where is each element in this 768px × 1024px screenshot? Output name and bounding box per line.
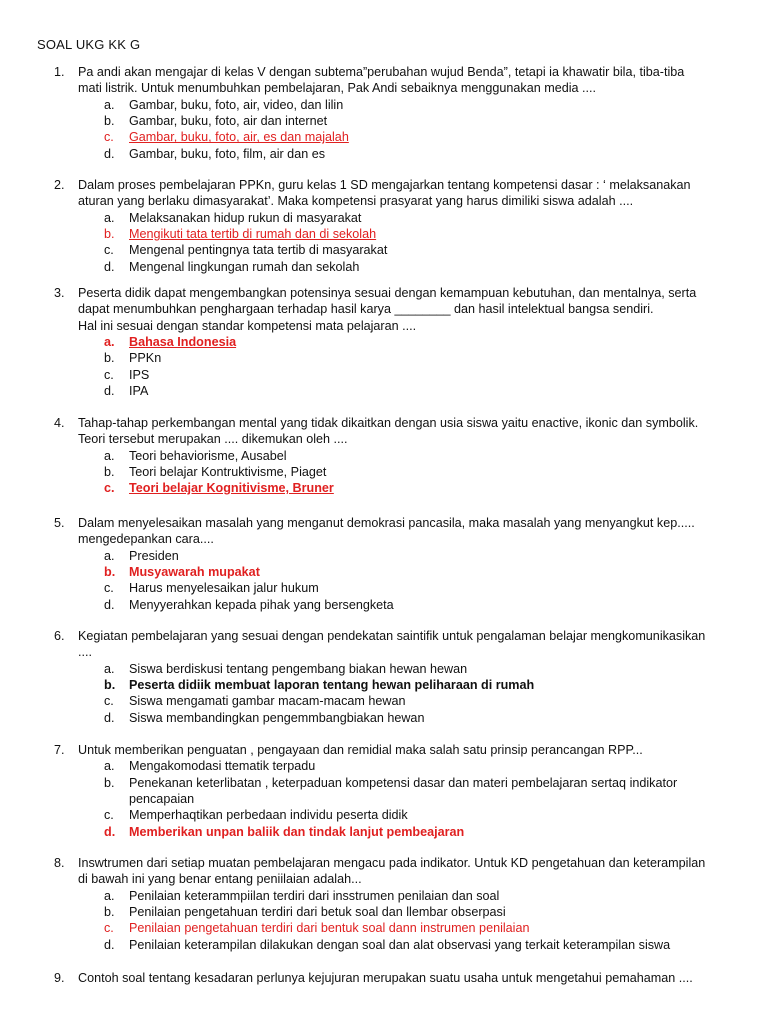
question-text-line: Contoh soal tentang kesadaran perlunya kejujuran merupakan suatu usaha untuk mengetahui pemahaman .... bbox=[78, 971, 693, 985]
answer-option bbox=[104, 920, 529, 936]
option-text: Penilaian pengetahuan terdiri dari betuk soal dan llembar obserpasi bbox=[129, 904, 506, 919]
question-text-line: Untuk memberikan penguatan , pengayaan dan remidial maka salah satu prinsip perancangan RPP... bbox=[78, 743, 643, 757]
option-text: Penilaian keterampilan dilakukan dengan soal dan alat observasi yang terkait keterampilan siswa bbox=[129, 937, 671, 952]
question-text-line: Tahap-tahap perkembangan mental yang tidak dikaitkan dengan usia siswa yaitu enactive, ikonic dan symbolik. bbox=[78, 416, 699, 430]
answer-option bbox=[104, 937, 670, 953]
answer-option bbox=[104, 113, 327, 129]
option-letter: b. bbox=[104, 351, 115, 366]
question-text-line: dapat menumbuhkan penghargaan terhadap hasil karya ________ dan hasil intelektual bangsa sendiri. bbox=[78, 302, 654, 317]
answer-option bbox=[104, 791, 194, 807]
option-letter: a. bbox=[104, 888, 115, 903]
option-text: Mengakomodasi ttematik terpadu bbox=[129, 759, 316, 774]
question-text-line: Inswtrumen dari setiap muatan pembelajaran mengacu pada indikator. Untuk KD pengetahuan dan keterampilan bbox=[78, 856, 706, 870]
question-text-line: aturan yang berlaku dimasyarakat’. Maka kompetensi prasyarat yang harus dimiliki siswa adalah .... bbox=[78, 194, 634, 209]
option-letter: c. bbox=[104, 921, 114, 936]
answer-option bbox=[104, 758, 315, 774]
option-letter: c. bbox=[104, 808, 114, 823]
option-text: Melaksanakan hidup rukun di masyarakat bbox=[129, 210, 362, 225]
option-text: Siswa membandingkan pengemmbangbiakan hewan bbox=[129, 710, 425, 725]
option-text: Penilaian pengetahuan terdiri dari bentuk soal dann instrumen penilaian bbox=[129, 921, 530, 936]
option-letter: b. bbox=[104, 775, 115, 790]
option-text: Gambar, buku, foto, air, video, dan lilin bbox=[129, 97, 344, 112]
question-number: 3. bbox=[54, 286, 65, 300]
answer-option bbox=[104, 334, 236, 350]
answer-option bbox=[104, 350, 161, 366]
option-text: Teori belajar Kontruktivisme, Piaget bbox=[129, 464, 327, 479]
option-text: Bahasa Indonesia bbox=[129, 334, 237, 349]
option-text: Mengenal pentingnya tata tertib di masyarakat bbox=[129, 243, 388, 258]
answer-option bbox=[104, 97, 343, 113]
option-text: Musyawarah mupakat bbox=[129, 564, 260, 579]
option-letter: d. bbox=[104, 710, 115, 725]
option-letter: b. bbox=[104, 226, 115, 241]
option-text: Siswa mengamati gambar macam-macam hewan bbox=[129, 694, 406, 709]
option-text: Teori behaviorisme, Ausabel bbox=[129, 448, 287, 463]
option-letter: a. bbox=[104, 661, 115, 676]
question-number: 7. bbox=[54, 743, 65, 757]
option-letter: c. bbox=[104, 481, 115, 496]
answer-option bbox=[104, 226, 376, 242]
option-text: pencapaian bbox=[129, 791, 195, 806]
answer-option bbox=[104, 129, 349, 145]
option-text: PPKn bbox=[129, 351, 162, 366]
answer-option bbox=[104, 367, 149, 383]
answer-option bbox=[104, 888, 499, 904]
question-text-line: Dalam menyelesaikan masalah yang menganut demokrasi pancasila, maka masalah yang menyangkut kep..... bbox=[78, 516, 695, 530]
option-text: Memperhaqtikan perbedaan individu peserta didik bbox=[129, 808, 408, 823]
answer-option bbox=[104, 661, 467, 677]
option-letter: c. bbox=[104, 130, 114, 145]
option-letter: b. bbox=[104, 464, 115, 479]
answer-option bbox=[104, 597, 394, 613]
option-text: Gambar, buku, foto, air dan internet bbox=[129, 113, 328, 128]
question-text-line: Hal ini sesuai dengan standar kompetensi mata pelajaran .... bbox=[78, 318, 417, 333]
option-letter: c. bbox=[104, 243, 114, 258]
answer-option bbox=[104, 824, 464, 840]
option-text: Teori belajar Kognitivisme, Bruner bbox=[129, 481, 334, 496]
answer-option bbox=[104, 210, 361, 226]
answer-option bbox=[104, 710, 424, 726]
option-letter: b. bbox=[104, 904, 115, 919]
question-number: 2. bbox=[54, 178, 65, 192]
answer-option bbox=[104, 548, 179, 564]
option-letter: a. bbox=[104, 334, 115, 349]
option-text: Menyyerahkan kepada pihak yang bersengketa bbox=[129, 597, 394, 612]
option-text: Siswa berdiskusi tentang pengembang biakan hewan hewan bbox=[129, 661, 468, 676]
question-number: 9. bbox=[54, 971, 65, 985]
option-letter: d. bbox=[104, 824, 116, 839]
option-text: Memberikan unpan baliik dan tindak lanjut pembeajaran bbox=[129, 824, 465, 839]
option-text: Mengikuti tata tertib di rumah dan di sekolah bbox=[129, 226, 377, 241]
option-letter: a. bbox=[104, 448, 115, 463]
answer-option bbox=[104, 904, 506, 920]
question-text-line: di bawah ini yang benar entang peniilaian adalah... bbox=[78, 872, 362, 887]
answer-option bbox=[104, 564, 260, 580]
option-text: Harus menyelesaikan jalur hukum bbox=[129, 581, 319, 596]
question-text-line: Teori tersebut merupakan .... dikemukan oleh .... bbox=[78, 432, 348, 447]
option-letter: c. bbox=[104, 367, 114, 382]
option-text: IPS bbox=[129, 367, 150, 382]
option-text: IPA bbox=[129, 383, 149, 398]
option-text: Presiden bbox=[129, 548, 179, 563]
question-number: 1. bbox=[54, 65, 65, 79]
question-text-line: Dalam proses pembelajaran PPKn, guru kelas 1 SD mengajarkan tentang kompetensi dasar : ‘ melaksanakan bbox=[78, 178, 691, 192]
question-number: 8. bbox=[54, 856, 65, 870]
answer-option bbox=[104, 448, 287, 464]
option-letter: b. bbox=[104, 677, 116, 692]
option-letter: d. bbox=[104, 383, 115, 398]
option-letter: d. bbox=[104, 146, 115, 161]
question-number: 4. bbox=[54, 416, 65, 430]
option-letter: c. bbox=[104, 694, 114, 709]
answer-option bbox=[104, 807, 408, 823]
question-text-line: Pa andi akan mengajar di kelas V dengan subtema”perubahan wujud Benda”, tetapi ia khawatir bila, tiba-tiba bbox=[78, 65, 685, 79]
option-letter: d. bbox=[104, 259, 115, 274]
question-text-line: Peserta didik dapat mengembangkan potensinya sesuai dengan kemampuan kebutuhan, dan mentalnya, serta bbox=[78, 286, 697, 300]
option-text: Gambar, buku, foto, air, es dan majalah bbox=[129, 130, 349, 145]
option-letter: a. bbox=[104, 97, 115, 112]
option-text: Gambar, buku, foto, film, air dan es bbox=[129, 146, 325, 161]
question-text-line: Kegiatan pembelajaran yang sesuai dengan pendekatan saintifik untuk pengalaman belajar mengkomunikasikan bbox=[78, 629, 706, 643]
answer-option bbox=[104, 580, 319, 596]
option-letter: a. bbox=[104, 548, 115, 563]
answer-option bbox=[104, 464, 326, 480]
question-number: 6. bbox=[54, 629, 65, 643]
document-title: SOAL UKG KK G bbox=[37, 37, 141, 52]
question-text-line: mengedepankan cara.... bbox=[78, 532, 214, 547]
answer-option bbox=[104, 146, 325, 162]
answer-option bbox=[104, 480, 334, 496]
answer-option bbox=[104, 259, 359, 275]
option-letter: c. bbox=[104, 581, 114, 596]
option-letter: b. bbox=[104, 113, 115, 128]
answer-option bbox=[104, 242, 387, 258]
option-letter: d. bbox=[104, 937, 115, 952]
question-text-line: .... bbox=[78, 645, 92, 660]
option-text: Peserta didiik membuat laporan tentang hewan peliharaan di rumah bbox=[129, 677, 535, 692]
option-text: Penekanan keterlibatan , keterpaduan kompetensi dasar dan materi pembelajaran sertaq indikator bbox=[129, 775, 678, 790]
option-letter: a. bbox=[104, 759, 115, 774]
answer-option bbox=[104, 775, 677, 791]
option-text: Penilaian keterammpiilan terdiri dari insstrumen penilaian dan soal bbox=[129, 888, 500, 903]
option-text: Mengenal lingkungan rumah dan sekolah bbox=[129, 259, 360, 274]
answer-option bbox=[104, 693, 405, 709]
answer-option bbox=[104, 383, 148, 399]
answer-option bbox=[104, 677, 534, 693]
option-letter: b. bbox=[104, 564, 116, 579]
option-letter: d. bbox=[104, 597, 115, 612]
option-letter: a. bbox=[104, 210, 115, 225]
question-text-line: mati listrik. Untuk menumbuhkan pembelajaran, Pak Andi sebaiknya menggunakan media .... bbox=[78, 81, 597, 96]
question-number: 5. bbox=[54, 516, 65, 530]
